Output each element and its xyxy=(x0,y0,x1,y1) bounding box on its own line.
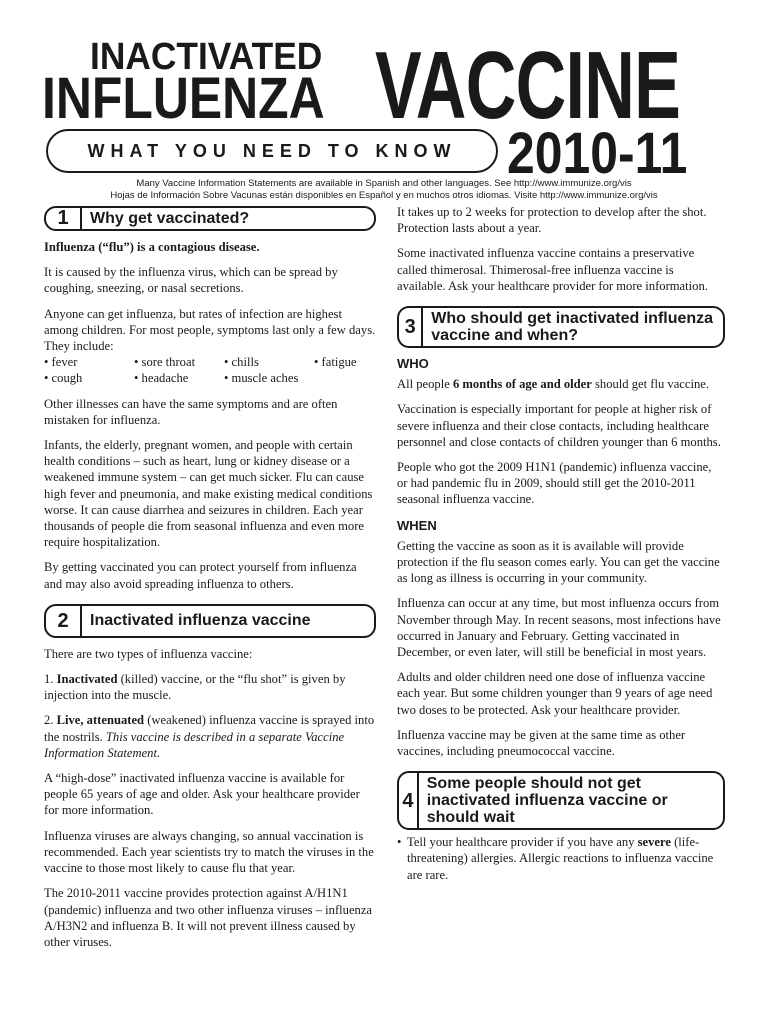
s2-thimerosal: Some inactivated influenza vaccine contains a preservative called thimerosal. Thimerosal-free influenza vaccine is available. Ask your healthcare provider for more information. xyxy=(397,246,708,293)
symptom-item: • chills xyxy=(224,355,259,370)
when-label: WHEN xyxy=(397,517,437,533)
right-column xyxy=(397,204,725,883)
section-4-title: Some people should not get inactivated influenza vaccine or should wait xyxy=(426,775,668,827)
section-2-number: 2 xyxy=(46,606,82,636)
section-2-title: Inactivated influenza vaccine xyxy=(90,612,311,630)
left-column xyxy=(44,204,376,959)
s3-who-h1n1: People who got the 2009 H1N1 (pandemic) influenza vaccine, or had pandemic flu in 2009, should still get the 2010-2011 seasonal influenza vaccine. xyxy=(397,460,712,507)
title-inactivated: INACTIVATED xyxy=(90,36,323,78)
s3-who-all: All people 6 months of age and older should get flu vaccine. xyxy=(397,377,710,392)
vis-note-english: Many Vaccine Information Statements are available in Spanish and other languages. See http://www.immunize.org/vis xyxy=(136,178,632,189)
section-3-number: 3 xyxy=(399,308,423,346)
vis-availability-note xyxy=(40,178,728,202)
symptom-list xyxy=(44,354,376,386)
s2-protection-timing: It takes up to 2 weeks for protection to develop after the shot. Protection lasts about a year. xyxy=(397,205,707,236)
s3-when-season: Influenza can occur at any time, but most influenza occurs from November through May. In recent seasons, most infections have occurred in January and February. Getting vaccinated in December, or even later, will still be beneficial in most years. xyxy=(397,596,721,660)
symptom-item: • fatigue xyxy=(314,355,357,370)
symptom-item: • headache xyxy=(134,371,189,386)
symptom-item: • cough xyxy=(44,371,83,386)
s4-allergy-bullet xyxy=(397,834,725,883)
s2-high-dose: A “high-dose” inactivated influenza vaccine is available for people 65 years of age and older. Ask your healthcare provider for more information. xyxy=(44,771,360,818)
section-1-header xyxy=(44,206,376,231)
s3-when-doses: Adults and older children need one dose of influenza vaccine each year. But some children younger than 9 years of age need two doses to be protected. Ask your healthcare provider. xyxy=(397,670,713,717)
s3-when-asap: Getting the vaccine as soon as it is available will provide protection if the flu season comes early. You can get the vaccine as long as illness is occurring in your community. xyxy=(397,538,720,586)
s1-high-risk: Infants, the elderly, pregnant women, and people with certain health conditions – such as heart, lung or kidney disease or a weakened immune system – can get much sicker. Flu can cause high fever and pneumonia, and make existing medical conditions worse. It can cause diarrhea and seizures in children. Each year thousands of people die from seasonal influenza and even more require hospitalization. xyxy=(44,438,373,550)
s2-annual: Influenza viruses are always changing, so annual vaccination is recommended. Each year scientists try to match the viruses in the vaccine to those most likely to cause flu that year. xyxy=(44,828,374,876)
section-3-header xyxy=(397,306,725,348)
s2-type-inactivated: 1. Inactivated (killed) vaccine, or the “flu shot” is given by injection into the muscle. xyxy=(44,672,346,703)
s1-protect: By getting vaccinated you can protect yourself from influenza and may also avoid spreading influenza to others. xyxy=(44,560,357,591)
symptom-item: • sore throat xyxy=(134,355,196,370)
s2-2010-coverage: The 2010-2011 vaccine provides protection against A/H1N1 (pandemic) influenza and two other influenza viruses – influenza A/H3N2 and influenza B. It will not prevent illness caused by other viruses. xyxy=(44,886,373,949)
s3-when-coadmin: Influenza vaccine may be given at the same time as other vaccines, including pneumococcal vaccine. xyxy=(397,727,686,759)
s3-who-high-risk: Vaccination is especially important for people at higher risk of severe influenza and their close contacts, including healthcare personnel and close contacts of children younger than 6 months. xyxy=(397,402,721,449)
s2-type-live: 2. Live, attenuated (weakened) influenza vaccine is sprayed into the nostrils. This vaccine is described in a separate Vaccine Information Statement. xyxy=(44,713,375,760)
s1-rates: Anyone can get influenza, but rates of infection are highest among children. For most people, symptoms last only a few days. They include: xyxy=(44,306,376,354)
section-1-title: Why get vaccinated? xyxy=(90,210,250,227)
section-4-number: 4 xyxy=(399,773,419,828)
symptom-item: • fever xyxy=(44,355,78,370)
who-label: WHO xyxy=(397,356,429,372)
title-year: 2010-11 xyxy=(507,121,688,186)
section-2-header xyxy=(44,604,376,638)
s1-cause: It is caused by the influenza virus, which can be spread by coughing, sneezing, or nasal secretions. xyxy=(44,265,338,296)
title-vaccine: VACCINE xyxy=(375,32,681,139)
s1-lead: Influenza (“flu”) is a contagious disease. xyxy=(44,240,260,254)
s4-allergy-text: Tell your healthcare provider if you have any severe (life-threatening) allergies. Allergic reactions to influenza vaccine are rare. xyxy=(407,835,714,882)
symptom-item: • muscle aches xyxy=(224,371,299,386)
s2-types-intro: There are two types of influenza vaccine: xyxy=(44,646,253,661)
section-1-number: 1 xyxy=(46,208,82,229)
section-4-header xyxy=(397,771,725,830)
vis-note-spanish: Hojas de Información Sobre Vacunas están disponibles en Español y en muchos otros idiomas. Visite http://www.immunize.org/vis xyxy=(110,190,658,201)
subtitle-banner: WHAT YOU NEED TO KNOW xyxy=(46,129,498,173)
s1-other-illnesses: Other illnesses can have the same symptoms and are often mistaken for influenza. xyxy=(44,396,338,427)
bullet-dot: • xyxy=(397,835,402,850)
title-influenza: INFLUENZA xyxy=(42,66,325,131)
section-3-title: Who should get inactivated influenza vaccine and when? xyxy=(431,310,714,345)
